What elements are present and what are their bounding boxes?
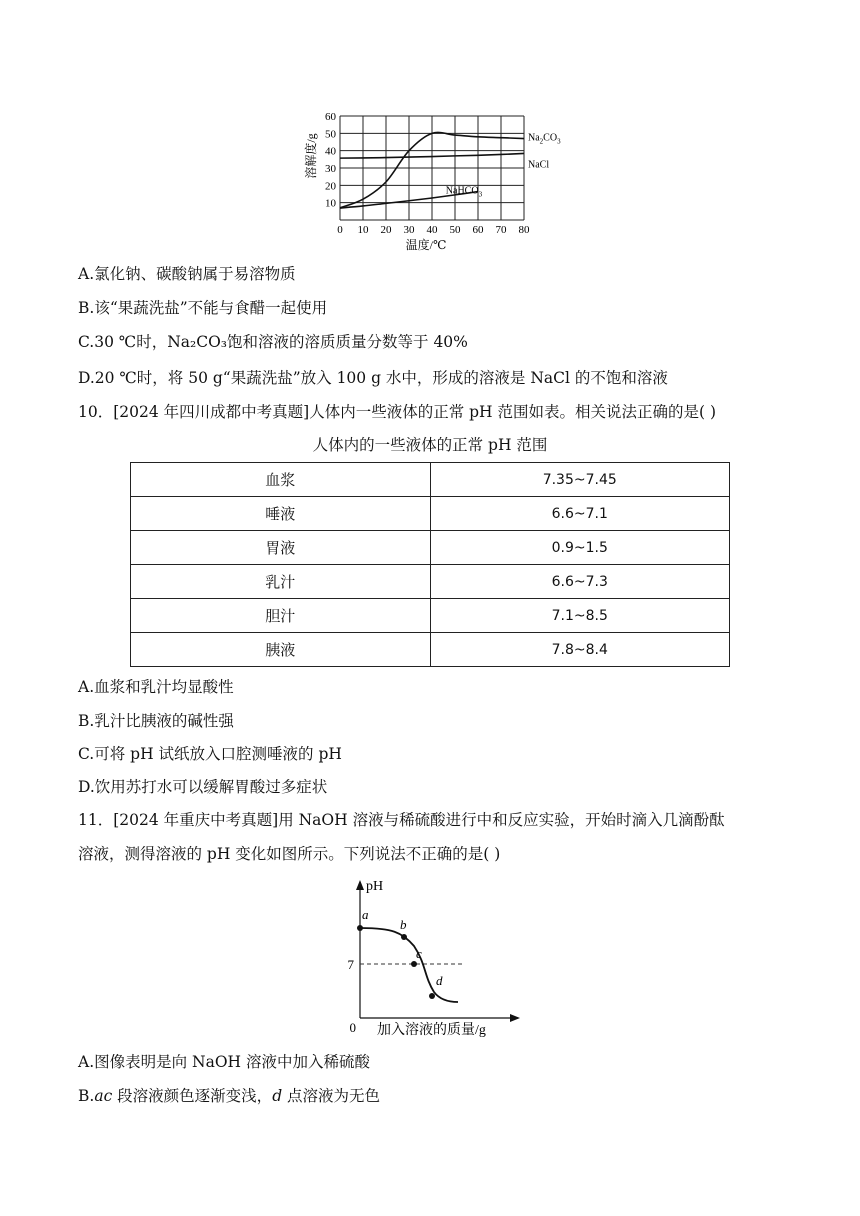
origin-label: 0 xyxy=(349,1020,356,1035)
curve-point xyxy=(411,961,417,967)
table-cell-fluid: 血浆 xyxy=(131,463,431,497)
option-text: 点溶液为无色 xyxy=(282,1087,381,1105)
x-axis-arrow xyxy=(510,1014,520,1022)
table-row xyxy=(131,565,730,599)
point-label: c xyxy=(416,946,422,961)
table-cell-fluid: 乳汁 xyxy=(131,565,431,599)
table-row xyxy=(131,599,730,633)
table-row xyxy=(131,497,730,531)
option-letter: B. xyxy=(78,1087,95,1105)
table-cell-ph: 6.6~7.1 xyxy=(430,497,730,531)
y-tick-label: 30 xyxy=(325,163,336,175)
q11-option-a: A.图像表明是向 NaOH 溶液中加入稀硫酸 xyxy=(78,1053,371,1071)
y-axis-arrow xyxy=(356,880,364,890)
point-label: a xyxy=(362,907,369,922)
table-cell-ph: 7.8~8.4 xyxy=(430,633,730,667)
x-tick-label: 0 xyxy=(337,224,343,236)
option-text: 段溶液颜色逐渐变浅， xyxy=(112,1087,273,1105)
ph-range-table xyxy=(130,462,730,667)
table-row xyxy=(131,531,730,565)
q10-option-a: A.血浆和乳汁均显酸性 xyxy=(78,678,234,696)
q9-option-a: A.氯化钠、碳酸钠属于易溶物质 xyxy=(78,265,296,283)
table-row xyxy=(131,463,730,497)
q10-option-b: B.乳汁比胰液的碱性强 xyxy=(78,712,234,730)
table-cell-ph: 0.9~1.5 xyxy=(430,531,730,565)
series-label-nacl: NaCl xyxy=(528,159,550,171)
y-tick-label: 40 xyxy=(325,145,336,158)
ph-curve-chart xyxy=(330,872,530,1040)
table-cell-fluid: 唾液 xyxy=(131,497,431,531)
y-tick-label: 60 xyxy=(325,111,336,123)
y-tick-label: 7 xyxy=(347,957,354,972)
table-cell-ph: 6.6~7.3 xyxy=(430,565,730,599)
y-axis-label: 溶解度/g xyxy=(304,133,318,179)
y-axis-label: pH xyxy=(366,879,384,894)
point-label: b xyxy=(400,917,407,932)
x-tick-label: 50 xyxy=(449,224,461,236)
ph-curve xyxy=(360,928,458,1002)
table-cell-fluid: 胃液 xyxy=(131,531,431,565)
q9-option-d: D.20 ℃时，将 50 g“果蔬洗盐”放入 100 g 水中，形成的溶液是 NaCl 的不饱和溶液 xyxy=(78,369,668,387)
x-tick-label: 80 xyxy=(518,224,530,236)
q10-option-d: D.饮用苏打水可以缓解胃酸过多症状 xyxy=(78,778,328,796)
x-tick-label: 10 xyxy=(357,224,369,236)
q10-table-caption: 人体内的一些液体的正常 pH 范围 xyxy=(312,436,548,454)
q11-option-b xyxy=(78,1084,380,1106)
x-axis-label: 温度/℃ xyxy=(405,238,447,252)
x-tick-label: 60 xyxy=(472,224,484,236)
series-label-nahco3: NaHCO$_3$ xyxy=(445,185,483,199)
q9-option-b: B.该“果蔬洗盐”不能与食醋一起使用 xyxy=(78,299,328,317)
table-row xyxy=(131,633,730,667)
point-label: d xyxy=(436,973,443,988)
y-tick-label: 50 xyxy=(325,128,336,141)
y-tick-label: 20 xyxy=(325,180,336,193)
segment-ac: ac xyxy=(94,1087,113,1105)
x-tick-label: 30 xyxy=(403,224,415,236)
x-tick-label: 70 xyxy=(495,224,507,236)
q10-option-c: C.可将 pH 试纸放入口腔测唾液的 pH xyxy=(78,745,342,763)
q10-stem: 10．[2024 年四川成都中考真题]人体内一些液体的正常 pH 范围如表。相关说法正确的是( ) xyxy=(78,403,717,421)
q11-stem-line2: 溶液，测得溶液的 pH 变化如图所示。下列说法不正确的是( ) xyxy=(78,845,501,863)
table-cell-fluid: 胰液 xyxy=(131,633,431,667)
table-cell-fluid: 胆汁 xyxy=(131,599,431,633)
y-tick-label: 10 xyxy=(325,197,336,210)
q9-option-c: C.30 ℃时，Na₂CO₃饱和溶液的溶质质量分数等于 40% xyxy=(78,333,468,351)
solubility-chart xyxy=(298,104,588,252)
curve-point xyxy=(429,993,435,999)
curve-point xyxy=(357,925,363,931)
point-d: d xyxy=(272,1087,283,1105)
table-cell-ph: 7.1~8.5 xyxy=(430,599,730,633)
curve-point xyxy=(401,934,407,940)
x-axis-label: 加入溶液的质量/g xyxy=(377,1023,486,1038)
x-tick-label: 40 xyxy=(426,224,438,236)
x-tick-label: 20 xyxy=(380,224,392,236)
q11-stem-line1: 11．[2024 年重庆中考真题]用 NaOH 溶液与稀硫酸进行中和反应实验，开始时滴入几滴酚酞 xyxy=(78,811,725,829)
table-cell-ph: 7.35~7.45 xyxy=(430,463,730,497)
series-label-na2co3: $Na_2CO_3$ xyxy=(528,132,561,146)
